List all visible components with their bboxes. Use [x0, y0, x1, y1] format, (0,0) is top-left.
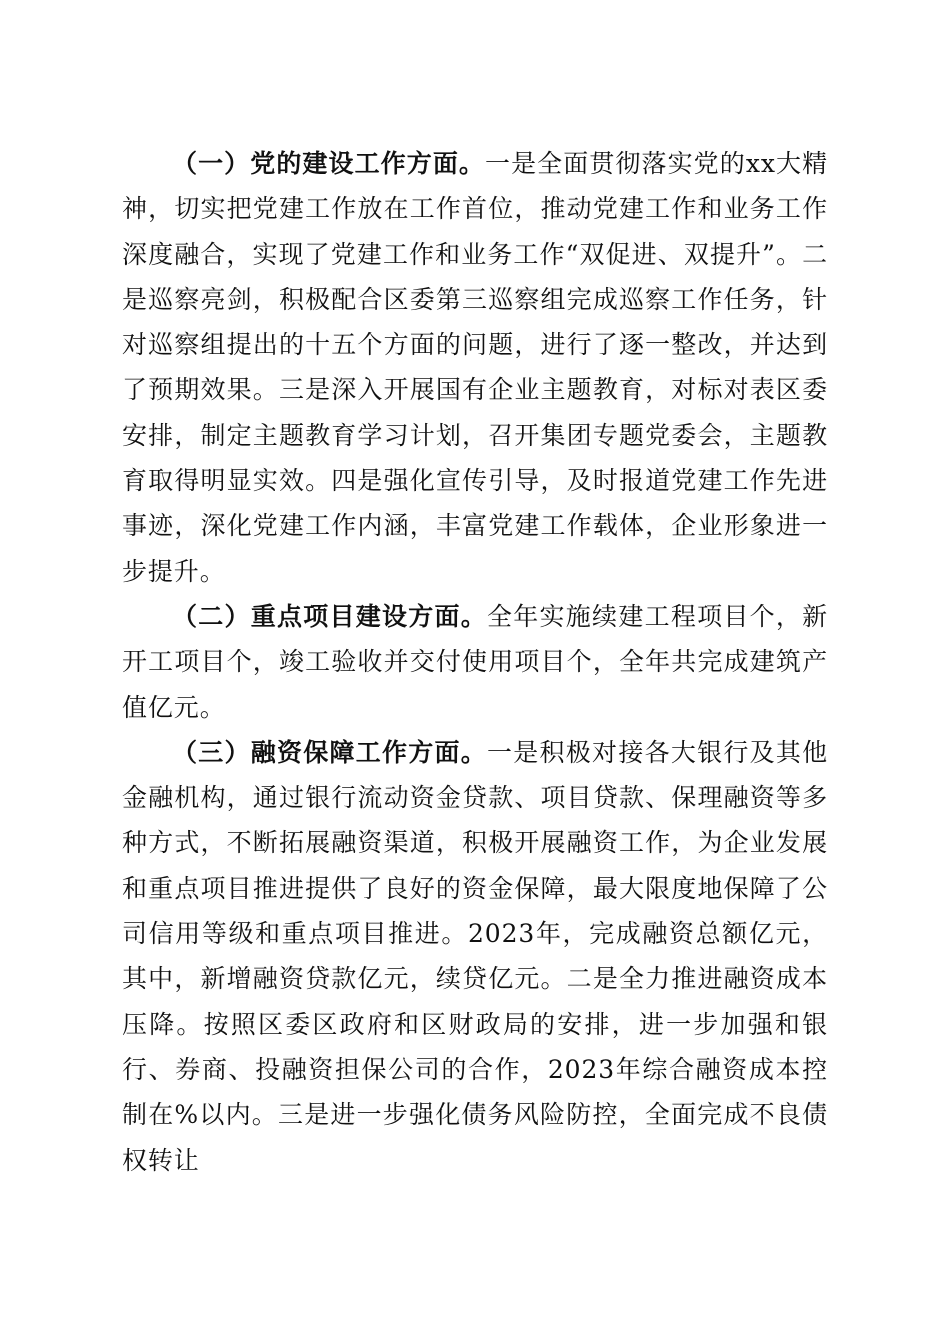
paragraph-key-projects	[122, 594, 828, 730]
section-body-financing: 一是积极对接各大银行及其他金融机构，通过银行流动资金贷款、项目贷款、保理融资等多种方式，不断拓展融资渠道，积极开展融资工作，为企业发展和重点项目推进提供了良好的资金保障，最大限度地保障了公司信用等级和重点项目推进。2023年，完成融资总额亿元，其中，新增融资贷款亿元，续贷亿元。二是全力推进融资成本压降。按照区委区政府和区财政局的安排，进一步加强和银行、券商、投融资担保公司的合作，2023年综合融资成本控制在%以内。三是进一步强化债务风险防控，全面完成不良债权转让	[122, 737, 828, 1175]
paragraph-party-building	[122, 141, 828, 594]
section-heading-party-building: （一）党的建设工作方面。	[172, 149, 485, 178]
section-heading-key-projects: （二）重点项目建设方面。	[172, 601, 488, 631]
document-body	[122, 141, 828, 1183]
section-body-key-projects: 全年实施续建工程项目个，新开工项目个，竣工验收并交付使用项目个，全年共完成建筑产值亿元。	[122, 601, 828, 722]
section-heading-financing: （三）融资保障工作方面。	[172, 737, 488, 767]
paragraph-financing	[122, 730, 828, 1183]
section-body-party-building: 一是全面贯彻落实党的xx大精神，切实把党建工作放在工作首位，推动党建工作和业务工作深度融合，实现了党建工作和业务工作“双促进、双提升”。二是巡察亮剑，积极配合区委第三巡察组完成巡察工作任务，针对巡察组提出的十五个方面的问题，进行了逐一整改，并达到了预期效果。三是深入开展国有企业主题教育，对标对表区委安排，制定主题教育学习计划，召开集团专题党委会，主题教育取得明显实效。四是强化宣传引导，及时报道党建工作先进事迹，深化党建工作内涵，丰富党建工作载体，企业形象进一步提升。	[122, 149, 828, 586]
